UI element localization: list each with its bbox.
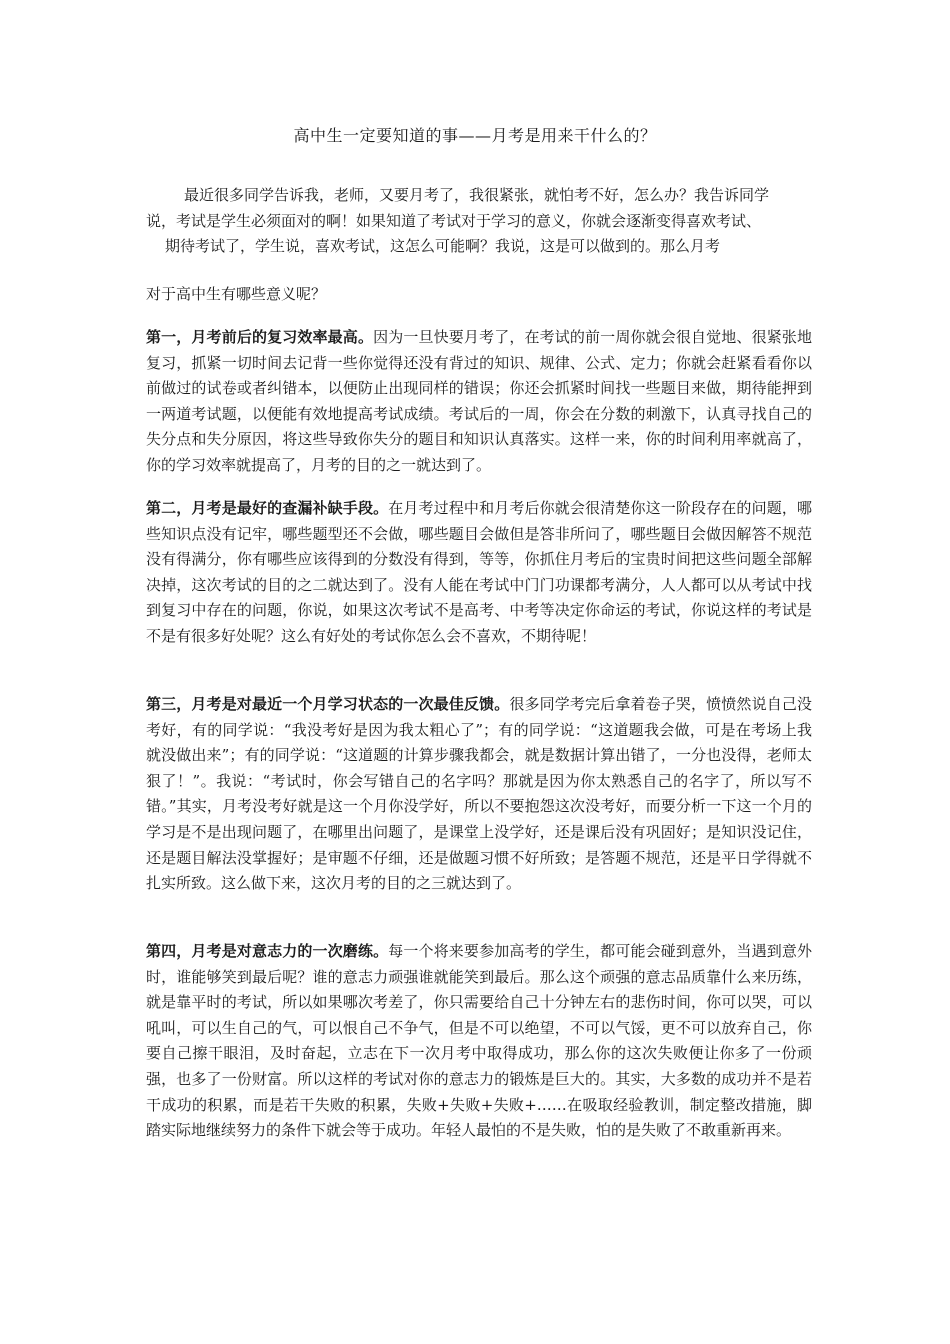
section-4-body: 每一个将来要参加高考的学生，都可能会碰到意外，当遇到意外时，谁能够笑到最后呢？谁的意志力顽强谁就能笑到最后。那么这个顽强的意志品质靠什么来历练，就是靠平时的考试，所以如果哪次考差了，你只需要给自己十分钟左右的悲伤时间，你可以哭，可以吼叫，可以生自己的气，可以恨自己不争气，但是不可以绝望，不可以气馁，更不可以放弃自己，你要自己擦干眼泪，及时奋起，立志在下一次月考中取得成功，那么你的这次失败便让你多了一份顽强，也多了一份财富。所以这样的考试对你的意志力的锻炼是巨大的。其实，大多数的成功并不是若干成功的积累，而是若干失败的积累，失败+失败+失败+……在吸取经验教训，制定整改措施，脚踏实际地继续努力的条件下就会等于成功。年轻人最怕的不是失败，怕的是失败了不敢重新再来。 bbox=[146, 942, 812, 1140]
intro-line-1: 最近很多同学告诉我，老师，又要月考了，我很紧张，就怕考不好，怎么办？我告诉同学 bbox=[184, 186, 770, 204]
intro-line-3: 期待考试了，学生说，喜欢考试，这怎么可能啊？我说，这是可以做到的。那么月考 bbox=[165, 237, 721, 255]
section-2-paragraph bbox=[146, 496, 812, 650]
section-1-paragraph bbox=[146, 325, 812, 479]
section-4-heading: 第四，月考是对意志力的一次磨练。 bbox=[146, 942, 389, 960]
intro-line-2: 说，考试是学生必须面对的啊！如果知道了考试对于学习的意义，你就会逐渐变得喜欢考试、 bbox=[146, 211, 762, 230]
section-2-body: 在月考过程中和月考后你就会很清楚你这一阶段存在的问题，哪些知识点没有记牢，哪些题型还不会做，哪些题目会做但是答非所问了，哪些题目会做因解答不规范没有得满分，你有哪些应该得到的分数没有得到，等等，你抓住月考后的宝贵时间把这些问题全部解决掉，这次考试的目的之二就达到了。没有人能在考试中门门功课都考满分，人人都可以从考试中找到复习中存在的问题，你说，如果这次考试不是高考、中考等决定你命运的考试，你说这样的考试是不是有很多好处呢？这么有好处的考试你怎么会不喜欢，不期待呢！ bbox=[146, 499, 812, 645]
document-title: 高中生一定要知道的事——月考是用来干什么的？ bbox=[293, 126, 657, 145]
section-1-heading: 第一，月考前后的复习效率最高。 bbox=[146, 328, 374, 346]
section-4-paragraph bbox=[146, 939, 812, 1144]
section-3-heading: 第三，月考是对最近一个月学习状态的一次最佳反馈。 bbox=[146, 695, 510, 713]
section-2-heading: 第二，月考是最好的查漏补缺手段。 bbox=[146, 499, 389, 517]
section-3-body: 很多同学考完后拿着卷子哭，愤愤然说自己没考好，有的同学说：“我没考好是因为我太粗心了”；有的同学说：“这道题我会做，可是在考场上我就没做出来”；有的同学说：“这道题的计算步骤我都会，就是数据计算出错了，一分也没得，老师太狠了！”。我说：“考试时，你会写错自己的名字吗？那就是因为你太熟悉自己的名字了，所以写不错。”其实，月考没考好就是这一个月你没学好，所以不要抱怨这次没考好，而要分析一下这一个月的学习是不是出现问题了，在哪里出问题了，是课堂上没学好，还是课后没有巩固好；是知识没记住，还是题目解法没掌握好；是审题不仔细，还是做题习惯不好所致；是答题不规范，还是平日学得就不扎实所致。这么做下来，这次月考的目的之三就达到了。 bbox=[146, 695, 812, 893]
intro-paragraph bbox=[146, 183, 812, 260]
intro-question: 对于高中生有哪些意义呢？ bbox=[146, 285, 327, 303]
section-1-body: 因为一旦快要月考了，在考试的前一周你就会很自觉地、很紧张地复习，抓紧一切时间去记背一些你觉得还没有背过的知识、规律、公式、定力；你就会赶紧看看你以前做过的试卷或者纠错本，以便防止出现同样的错误；你还会抓紧时间找一些题目来做，期待能押到一两道考试题，以便能有效地提高考试成绩。考试后的一周，你会在分数的刺激下，认真寻找自己的失分点和失分原因，将这些导致你失分的题目和知识认真落实。这样一来，你的时间利用率就高了，你的学习效率就提高了，月考的目的之一就达到了。 bbox=[146, 328, 812, 474]
section-3-paragraph bbox=[146, 692, 812, 897]
